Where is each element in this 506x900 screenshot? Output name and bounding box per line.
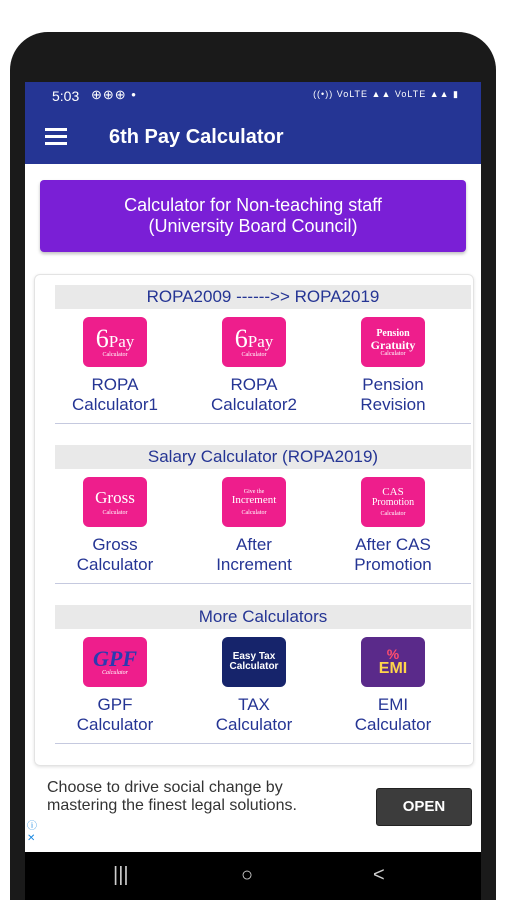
app-screen <box>25 82 481 900</box>
section-heading-salary: Salary Calculator (ROPA2019) <box>55 445 471 469</box>
tax-calculator-button[interactable] <box>184 637 324 737</box>
section-heading-more: More Calculators <box>55 605 471 629</box>
increment-calculator-icon: Give the Increment Calculator <box>222 477 286 527</box>
ropa-calculator1-button[interactable] <box>45 317 185 417</box>
pension-revision-button[interactable] <box>323 317 463 417</box>
calculators-card <box>34 274 474 766</box>
gross-calculator-button[interactable] <box>45 477 185 577</box>
section-heading-ropa: ROPA2009 ------>> ROPA2019 <box>55 285 471 309</box>
gross-calculator-label: Gross Calculator <box>76 535 154 574</box>
status-bar <box>25 82 481 112</box>
gpf-calculator-label: GPF Calculator <box>76 695 154 734</box>
app-title: 6th Pay Calculator <box>109 126 284 148</box>
adchoices-icon[interactable]: ⓘ ✕ <box>27 821 37 844</box>
ropa-calculator2-button[interactable] <box>184 317 324 417</box>
gross-calculator-icon: Gross Calculator <box>83 477 147 527</box>
section-divider <box>55 743 471 744</box>
sixth-pay-icon: 6Pay Calculator <box>222 317 286 367</box>
home-icon[interactable]: ○ <box>241 864 254 886</box>
easy-tax-calculator-icon: Easy Tax Calculator <box>222 637 286 687</box>
ropa-calculator2-label: ROPA Calculator2 <box>211 375 297 414</box>
pension-revision-label: Pension Revision <box>360 375 426 414</box>
section-divider <box>55 583 471 584</box>
emi-calculator-button[interactable] <box>323 637 463 737</box>
banner-line2: (University Board Council) <box>148 216 358 236</box>
after-cas-promotion-button[interactable] <box>323 477 463 577</box>
cas-promotion-icon: CAS Promotion Calculator <box>361 477 425 527</box>
gpf-calculator-icon: GPF Calculator <box>83 637 147 687</box>
recents-icon[interactable]: ||| <box>113 864 129 886</box>
system-status-icons: ((•)) VoLTE ▲▲ VoLTE ▲▲ ▮ <box>313 89 459 99</box>
tax-calculator-label: TAX Calculator <box>215 695 293 734</box>
hamburger-menu-icon[interactable] <box>45 128 67 146</box>
banner-line1: Calculator for Non-teaching staff <box>124 195 382 215</box>
notification-icons: ⊕⊕⊕ • <box>91 87 137 102</box>
pension-gratuity-icon: Pension Gratuity Calculator <box>361 317 425 367</box>
ad-text[interactable]: Choose to drive social change by mastering the finest legal solutions. <box>47 779 297 814</box>
app-bar <box>25 112 481 164</box>
ropa-calculator1-label: ROPA Calculator1 <box>72 375 158 414</box>
status-time: 5:03 <box>52 88 80 104</box>
emi-calculator-icon: % EMI <box>361 637 425 687</box>
gpf-calculator-button[interactable] <box>45 637 185 737</box>
after-increment-button[interactable] <box>184 477 324 577</box>
back-icon[interactable]: < <box>373 864 385 886</box>
non-teaching-staff-banner[interactable] <box>40 180 466 252</box>
after-increment-label: After Increment <box>216 535 292 574</box>
emi-calculator-label: EMI Calculator <box>354 695 432 734</box>
sixth-pay-icon: 6Pay Calculator <box>83 317 147 367</box>
ad-open-button[interactable]: OPEN <box>376 788 472 826</box>
system-nav-bar <box>25 852 481 900</box>
section-divider <box>55 423 471 424</box>
after-cas-promotion-label: After CAS Promotion <box>354 535 432 574</box>
